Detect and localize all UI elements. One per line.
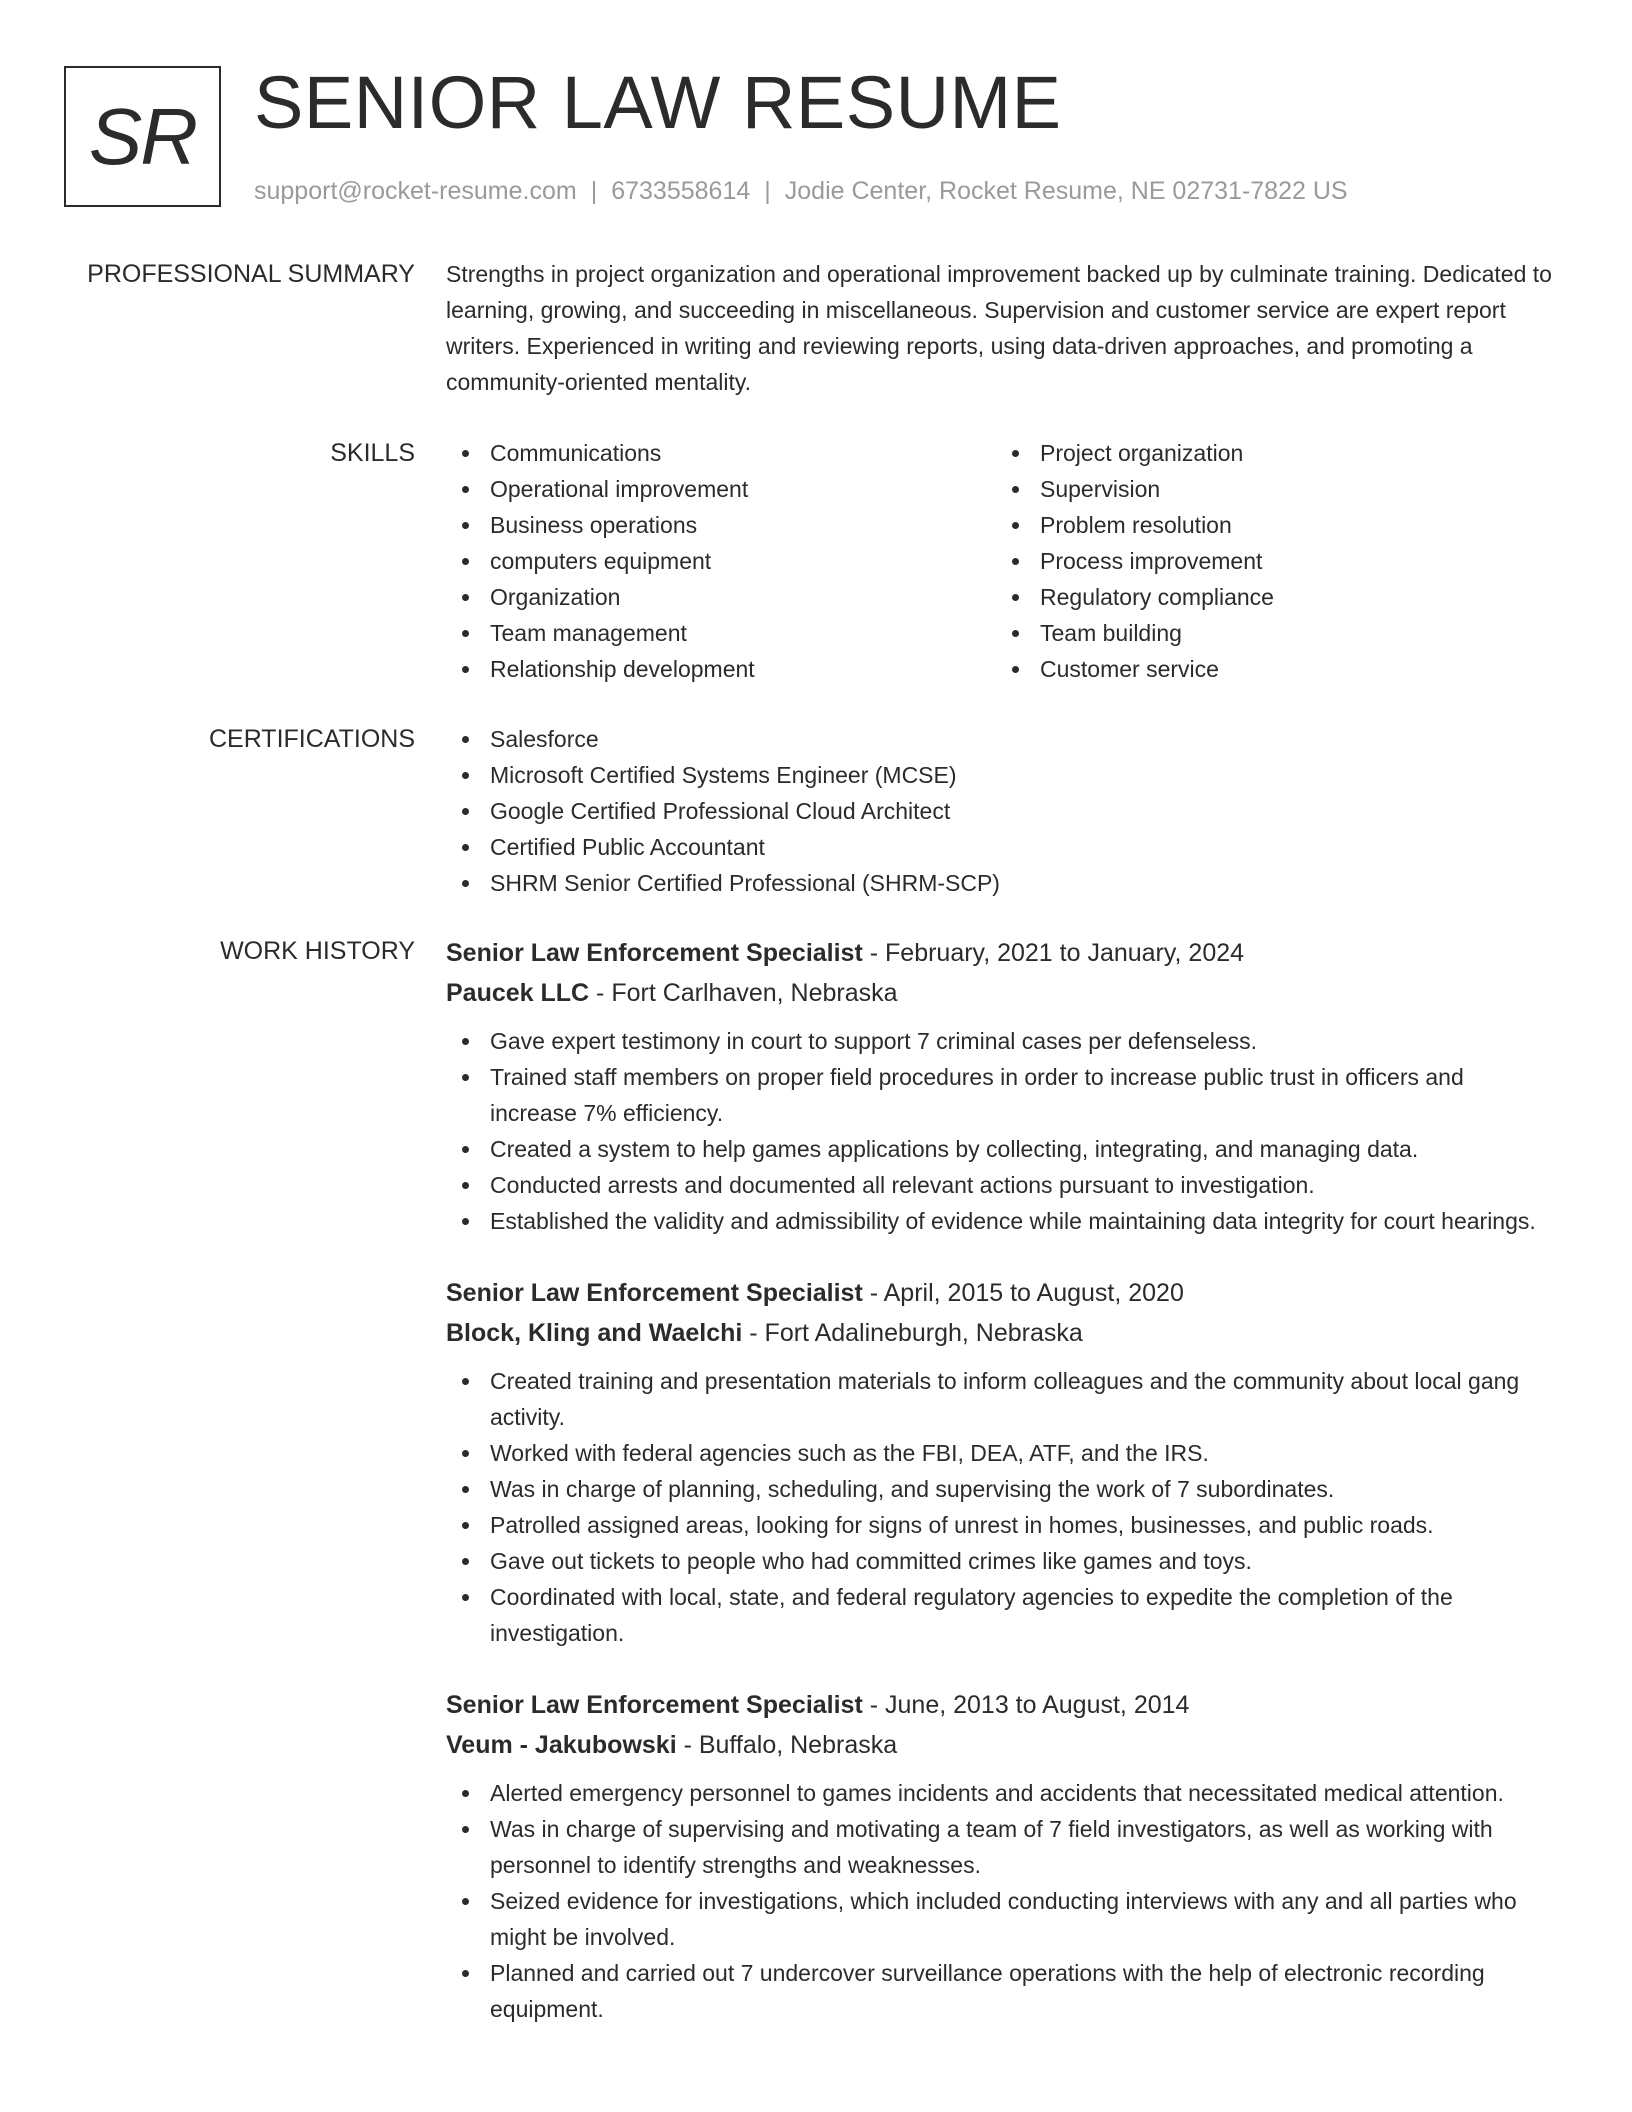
job-company-line	[446, 1313, 1556, 1353]
job-bullets	[446, 1023, 1556, 1239]
list-item: Established the validity and admissibility of evidence while maintaining data integrity for court hearings.	[446, 1203, 1556, 1239]
list-item: Alerted emergency personnel to games incidents and accidents that necessitated medical attention.	[446, 1775, 1556, 1811]
job-entry	[446, 933, 1556, 1239]
list-item: Team building	[996, 615, 1546, 651]
list-item: Certified Public Accountant	[446, 829, 1556, 865]
list-item: Business operations	[446, 507, 996, 543]
list-item: Customer service	[996, 651, 1546, 687]
job-company: Veum - Jakubowski	[446, 1731, 677, 1759]
contact-email: support@rocket-resume.com	[254, 177, 577, 205]
contact-separator: |	[590, 177, 598, 205]
contact-line	[254, 174, 1348, 208]
skills-list-right	[996, 435, 1546, 687]
list-item: Gave out tickets to people who had committed crimes like games and toys.	[446, 1543, 1556, 1579]
job-entry	[446, 1685, 1556, 2027]
list-item: Created training and presentation materials to inform colleagues and the community about local gang activity.	[446, 1363, 1556, 1435]
list-item: Google Certified Professional Cloud Architect	[446, 793, 1556, 829]
list-item: Microsoft Certified Systems Engineer (MCSE)	[446, 757, 1556, 793]
list-item: Organization	[446, 579, 996, 615]
section-label-work-history: WORK HISTORY	[220, 937, 415, 965]
skills-columns	[446, 435, 1556, 687]
job-location: - Fort Adalineburgh, Nebraska	[742, 1319, 1083, 1347]
summary-body	[446, 256, 1556, 400]
list-item: Relationship development	[446, 651, 996, 687]
job-dates: - February, 2021 to January, 2024	[862, 939, 1245, 967]
list-item: Salesforce	[446, 721, 1556, 757]
job-entry	[446, 1273, 1556, 1651]
list-item: Planned and carried out 7 undercover surveillance operations with the help of electronic recording equipment.	[446, 1955, 1556, 2027]
section-label-certifications: CERTIFICATIONS	[208, 725, 415, 753]
job-location: - Buffalo, Nebraska	[676, 1731, 898, 1759]
work-history-body	[446, 933, 1556, 2061]
list-item: Problem resolution	[996, 507, 1546, 543]
job-company: Block, Kling and Waelchi	[446, 1319, 743, 1347]
certifications-body	[446, 721, 1556, 901]
job-dates: - June, 2013 to August, 2014	[862, 1691, 1190, 1719]
list-item: Regulatory compliance	[996, 579, 1546, 615]
list-item: Worked with federal agencies such as the FBI, DEA, ATF, and the IRS.	[446, 1435, 1556, 1471]
job-title-line	[446, 933, 1556, 973]
monogram-logo: SR	[64, 66, 221, 207]
list-item: computers equipment	[446, 543, 996, 579]
job-company: Paucek LLC	[446, 979, 590, 1007]
list-item: Seized evidence for investigations, which included conducting interviews with any and all parties who might be involved.	[446, 1883, 1556, 1955]
list-item: Project organization	[996, 435, 1546, 471]
job-bullets	[446, 1775, 1556, 2027]
list-item: Patrolled assigned areas, looking for signs of unrest in homes, businesses, and public roads.	[446, 1507, 1556, 1543]
summary-text: Strengths in project organization and operational improvement backed up by culminate training. Dedicated to learning, growing, and succeeding in miscellaneous. Supervision and customer service are expert report writers. Experienced in writing and reviewing reports, using data-driven approaches, and promoting a community-oriented mentality.	[446, 261, 1552, 395]
list-item: Trained staff members on proper field procedures in order to increase public trust in officers and increase 7% efficiency.	[446, 1059, 1556, 1131]
list-item: Operational improvement	[446, 471, 996, 507]
list-item: Process improvement	[996, 543, 1546, 579]
list-item: Was in charge of planning, scheduling, and supervising the work of 7 subordinates.	[446, 1471, 1556, 1507]
list-item: Supervision	[996, 471, 1546, 507]
list-item: SHRM Senior Certified Professional (SHRM-SCP)	[446, 865, 1556, 901]
job-location: - Fort Carlhaven, Nebraska	[589, 979, 898, 1007]
job-title-line	[446, 1273, 1556, 1313]
job-title-line	[446, 1685, 1556, 1725]
job-title: Senior Law Enforcement Specialist	[446, 939, 863, 967]
certifications-list	[446, 721, 1556, 901]
section-label-summary: PROFESSIONAL SUMMARY	[87, 260, 415, 288]
resume-title: SENIOR LAW RESUME	[254, 61, 1062, 144]
contact-address: Jodie Center, Rocket Resume, NE 02731-7822 US	[784, 177, 1348, 205]
list-item: Coordinated with local, state, and federal regulatory agencies to expedite the completion of the investigation.	[446, 1579, 1556, 1651]
section-label-skills: SKILLS	[330, 439, 415, 467]
list-item: Was in charge of supervising and motivating a team of 7 field investigators, as well as working with personnel to identify strengths and weaknesses.	[446, 1811, 1556, 1883]
job-bullets	[446, 1363, 1556, 1651]
job-company-line	[446, 973, 1556, 1013]
job-title: Senior Law Enforcement Specialist	[446, 1691, 863, 1719]
contact-phone: 6733558614	[611, 177, 751, 205]
list-item: Team management	[446, 615, 996, 651]
skills-body	[446, 435, 1556, 687]
job-company-line	[446, 1725, 1556, 1765]
list-item: Conducted arrests and documented all relevant actions pursuant to investigation.	[446, 1167, 1556, 1203]
skills-list-left	[446, 435, 996, 687]
list-item: Communications	[446, 435, 996, 471]
job-title: Senior Law Enforcement Specialist	[446, 1279, 863, 1307]
list-item: Gave expert testimony in court to support 7 criminal cases per defenseless.	[446, 1023, 1556, 1059]
contact-separator: |	[764, 177, 771, 205]
job-dates: - April, 2015 to August, 2020	[862, 1279, 1184, 1307]
list-item: Created a system to help games applications by collecting, integrating, and managing data.	[446, 1131, 1556, 1167]
